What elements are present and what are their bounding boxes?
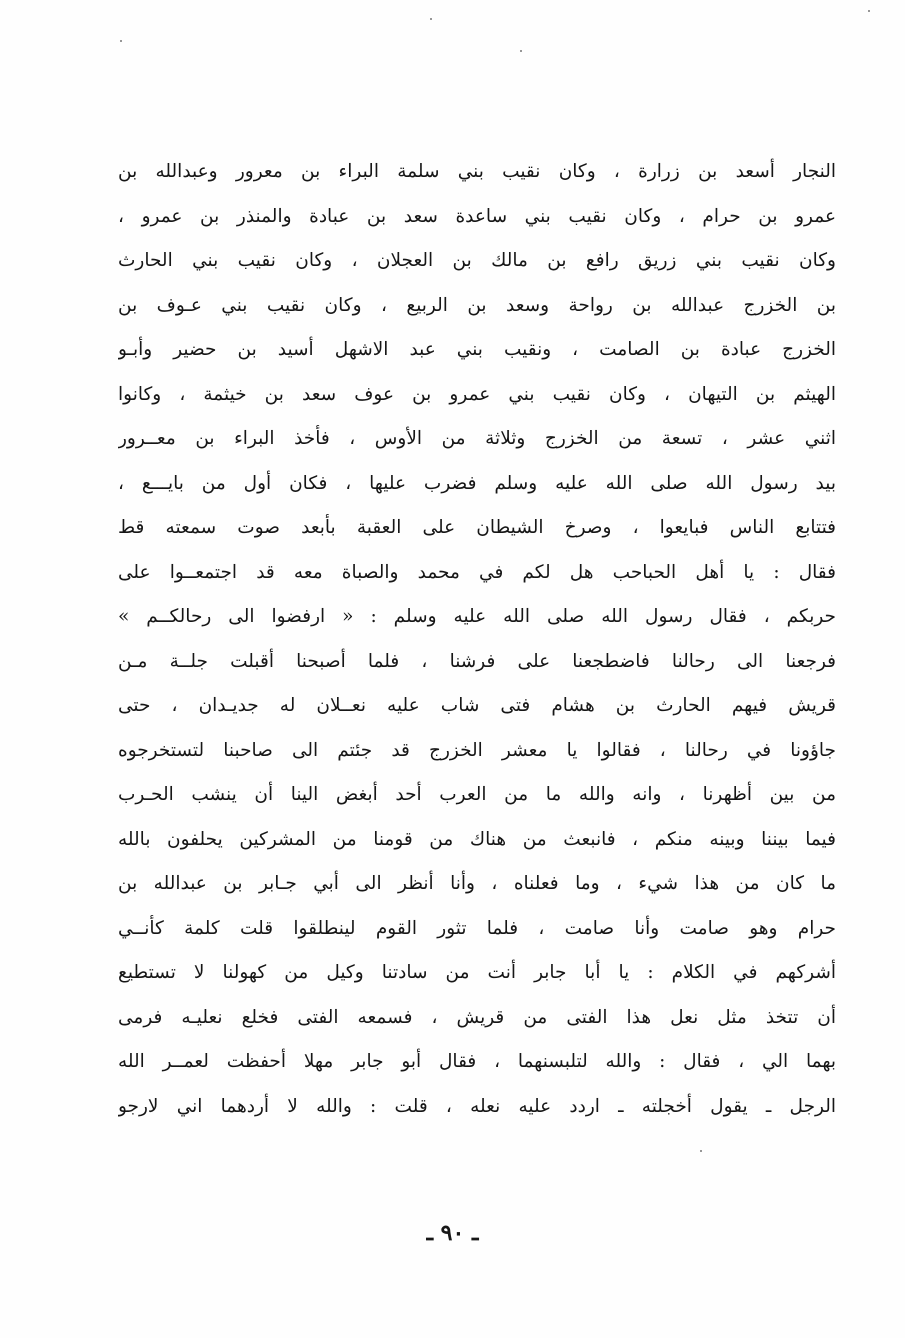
text-line: النجار أسعد بن زرارة ، وكان نقيب بني سلمة البراء بن معرور وعبدالله بن [118,161,836,182]
text-line: فيما بيننا وبينه منكم ، فانبعث من هناك من قومنا من المشركين يحلفون بالله [118,828,836,850]
scan-speck [520,50,522,52]
text-line: اثني عشر ، تسعة من الخزرج وثلاثة من الأوس ، فأخذ البراء بن معــرور [118,428,836,449]
text-line: فقال : يا أهل الحباحب هل لكم في محمد والصباة معه قد اجتمعــوا على [118,561,836,583]
text-line: فتتابع الناس فبايعوا ، وصرخ الشيطان على العقبة بأبعد صوت سمعته قط [118,517,836,538]
text-line: الهيثم بن التيهان ، وكان نقيب بني عمرو بن عوف سعد بن خيثمة ، وكانوا [118,383,836,405]
text-line: الرجل ـ يقول أخجلته ـ اردد عليه نعله ، قلت : والله لا أردهما اني لارجو [118,1095,836,1117]
scan-speck [700,1150,702,1152]
scan-speck [430,18,432,20]
text-line: حرام وهو صامت وأنا صامت ، فلما تثور القوم لينطلقوا قلت كلمة كأنــي [118,917,836,939]
text-line: أن تتخذ مثل نعل هذا الفتى من قريش ، فسمعه الفتى فخلع نعليـه فرمى [118,1006,836,1028]
body-text [118,150,836,1129]
text-line: الخزرج عبادة بن الصامت ، ونقيب بني عبد الاشهل أسيد بن حضير وأبـو [118,339,836,360]
text-line: حربكم ، فقال رسول الله صلى الله عليه وسلم : « ارفضوا الى رحالكــم » [118,606,836,627]
page-number: ـ ٩٠ ـ [426,1220,479,1246]
text-line: قريش فيهم الحارث بن هشام فتى شاب عليه نعــلان له جديـدان ، حتى [118,695,836,716]
text-line: أشركهم في الكلام : يا أبا جابر أنت من سادتنا وكيل من كهولنا لا تستطيع [118,962,836,983]
text-line: بهما الي ، فقال : والله لتلبسنهما ، فقال أبو جابر مهلا أحفظت لعمــر الله [118,1051,836,1072]
text-line: بيد رسول الله صلى الله عليه وسلم فضرب عليها ، فكان أول من بايـــع ، [118,472,836,494]
scan-speck [120,40,122,42]
scan-speck [868,10,870,12]
text-line: بن الخزرج عبدالله بن رواحة وسعد بن الربيع ، وكان نقيب بني عـوف بن [118,294,836,316]
text-line: فرجعنا الى رحالنا فاضطجعنا على فرشنا ، فلما أصبحنا أقبلت جلــة مـن [118,650,836,672]
text-line: ما كان من هذا شيء ، وما فعلناه ، وأنا أنظر الى أبي جـابر بن عبدالله بن [118,873,836,894]
text-line: عمرو بن حرام ، وكان نقيب بني ساعدة سعد بن عبادة والمنذر بن عمرو ، [118,205,836,227]
text-line: من بين أظهرنا ، وانه والله ما من العرب أحد أبغض الينا أن ينشب الحـرب [118,784,836,805]
text-line: وكان نقيب بني زريق رافع بن مالك بن العجلان ، وكان نقيب بني الحارث [118,250,836,271]
text-line: جاؤونا في رحالنا ، فقالوا يا معشر الخزرج قد جئتم الى صاحبنا لتستخرجوه [118,739,836,761]
